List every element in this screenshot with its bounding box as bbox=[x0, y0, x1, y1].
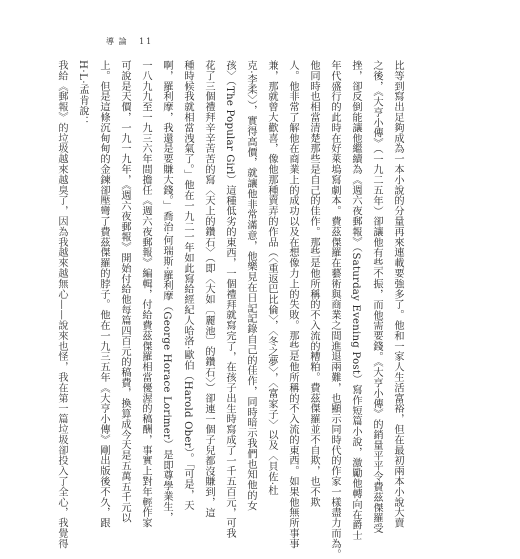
section-title: 導 論 bbox=[106, 37, 128, 46]
text-column-11: 種時候我就相當洩氣了。」他在一九二一年如此寫給經紀人哈洛‧歐伯（Harold Ober）。「可是，天 bbox=[182, 60, 193, 511]
page-number: 11 bbox=[139, 37, 154, 46]
text-column-13: 一八九九至一九三六年間擔任《週六夜郵報》編輯，付給費茲傑羅相當優渥的稿酬，事實上對年輕作家 bbox=[140, 60, 151, 528]
text-column-6: 人。他非常了解他在商業上的成功以及在想像力上的失敗。那些是他所稱的不入流的東西。如果他無所事事 bbox=[287, 60, 298, 549]
text-column-10: 花了三個禮拜辛辛苦苦的寫〈天上的鑽石〉（即〈大如〔麗池〕的鑽石〉）卻連一個子兒都沒賺到，這 bbox=[203, 60, 214, 518]
text-column-14: 可說是天價，一九一九年，《週六夜郵報》開始付給他每篇四百元的稿費，換算成今天是五萬五千元以 bbox=[119, 60, 130, 523]
text-column-9: 孩〉（The Popular Girl）這種低劣的東西，一個禮拜就寫完了，在孩子出生時寫成了一千五百元，可我 bbox=[224, 60, 235, 539]
text-column-12: 啊，羅利摩，我還是要賺大錢。」喬治‧何瑞斯‧羅利摩（George Horace Lorimer）是即尊學業生， bbox=[161, 60, 172, 523]
text-column-7: 兼，那就曾大歡喜，像他那種賣弄的作品（〈重返巴比倫〉，〈冬之夢〉，〈富家子〉以及〈貝佐‧杜 bbox=[266, 60, 277, 496]
text-column-15: 上。但是這條沉甸甸的金鍊卻壓彎了費茲傑羅的脖子。他在一九三五年《大亨小傳》剛出版後不久，跟 bbox=[98, 60, 109, 528]
block-quote: 我給《郵報》的垃圾越來越臭了，因為我越來越無心——說來也怪，我在第一篇垃圾卻投入了全心，我覺得 bbox=[56, 60, 67, 549]
text-column-4: 年代盛行的此時在好萊塢寫劇本。費茲傑羅在藝術與商業之間進退兩難，也顯示同時代的作家一樣盡力而為。 bbox=[329, 60, 340, 559]
text-column-2: 之後，《大亨小傳》（一九二五年）卻讓他有些不振，而他需要錢。《大亨小傳》的銷量平平令費茲傑羅受 bbox=[371, 60, 382, 534]
body-text bbox=[51, 60, 408, 559]
running-header bbox=[106, 36, 153, 47]
text-column-3: 挫，卻反倒能讓他繼續為《週六夜郵報》（Saturday Evening Post）寫作短篇小說，激勵他轉向在爵士 bbox=[350, 60, 361, 541]
text-column-5: 他同時也相當清楚那些是自己的佳作。那些是他所稱的不入流的糟粕。費茲傑羅並不自欺，也不欺 bbox=[308, 60, 319, 508]
text-column-1: 比等到寫出足夠成為一本小說的分量再來連載要強多了。他和一家人生活富裕，但在最初兩本小說大賣 bbox=[392, 60, 403, 528]
text-column-8: 克‧李柔〉），實得高價，就讓他非常滿意，他樂見在日記記錄自己的佳作，同時暗示我們也知他的女 bbox=[245, 60, 256, 511]
text-column-16: H‧L‧孟肯說： bbox=[77, 60, 88, 127]
